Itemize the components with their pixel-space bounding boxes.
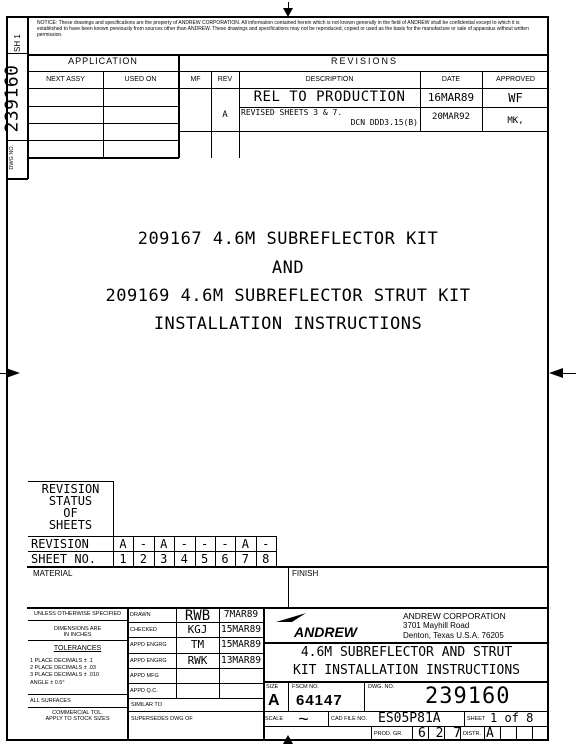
revision-row-2-rev: A — [222, 110, 228, 120]
bottom-center-arrow-icon — [283, 735, 293, 744]
approval-name-3: TM — [190, 638, 205, 652]
dwg-no-value: 239160 — [425, 684, 511, 709]
revision-status-sheet-5: 5 — [200, 552, 209, 566]
size-value: A — [268, 692, 280, 709]
sheet-number-vertical: SH 1 — [13, 34, 22, 52]
revision-status-sheet-6: 6 — [221, 552, 229, 566]
approval-label-3: APPD ENGRG — [130, 642, 167, 649]
approval-date-2: 15MAR89 — [220, 624, 262, 636]
in-inches: IN INCHES — [63, 632, 92, 638]
revision-status-sheet-4: 4 — [180, 552, 188, 566]
approval-label-2: CHECKED — [130, 627, 157, 634]
distr-value: A — [486, 726, 494, 741]
company-address-1: 3701 Mayhill Road — [403, 621, 470, 630]
sheet-no-row-label: SHEET NO. — [31, 552, 97, 566]
main-title-line-1: 209167 4.6M SUBREFLECTOR KIT — [137, 229, 439, 249]
revision-status-rev-6: - — [221, 537, 229, 551]
date-header: DATE — [441, 76, 461, 83]
approval-name-1: RWB — [184, 608, 211, 624]
unless-specified: UNLESS OTHERWISE SPECIFIED — [33, 611, 122, 617]
drawing-title-line-2: KIT INSTALLATION INSTRUCTIONS — [293, 663, 520, 678]
revision-status-label: REVISION STATUS OF SHEETS — [41, 482, 100, 532]
notice-text: NOTICE: These drawings and specifications are the property of ANDREW CORPORATION. All information contained herein which is not known generally in the field of ANDREW shall be confidential except to which it is established to have been known previously from sources other than ANDREW. These drawings and specifications may not be reproduced, copied or used as the basis for the manufacture or sale of apparatus without written permission. — [37, 20, 529, 38]
revision-status-rev-7: A — [241, 537, 249, 551]
revision-row-1-description: REL TO PRODUCTION — [253, 89, 406, 105]
svg-text:ANDREW: ANDREW — [294, 624, 357, 640]
supersedes-label: SUPERSEDES DWG OF — [131, 716, 193, 722]
sheet-label: SHEET — [467, 716, 486, 722]
tolerance-1-place: 1 PLACE DECIMALS ± .1 — [30, 658, 93, 664]
size-label: SIZE — [266, 684, 279, 690]
description-header: DESCRIPTION — [305, 76, 354, 83]
apply-stock-sizes: APPLY TO STOCK SIZES — [45, 716, 110, 722]
main-title-line-2: AND — [271, 258, 305, 278]
revision-row-label: REVISION — [31, 537, 89, 551]
rev-header: REV — [217, 76, 233, 83]
revision-status-rev-8: - — [262, 537, 270, 551]
main-title-line-4: INSTALLATION INSTRUCTIONS — [153, 314, 423, 334]
revision-status-sheet-8: 8 — [262, 552, 270, 566]
revision-row-1-date: 16MAR89 — [427, 91, 475, 104]
approval-date-1: 7MAR89 — [223, 609, 259, 620]
approval-name-2: KGJ — [187, 623, 208, 637]
approved-header: APPROVED — [496, 76, 535, 83]
commercial-tol: COMMERCIAL TOL. — [52, 710, 103, 716]
side-dwg-no: 239160 — [1, 64, 23, 133]
revision-status-sheet-1: 1 — [119, 552, 127, 566]
revision-status-rev-1: A — [119, 537, 127, 551]
similar-to-label: SIMILAR TO — [131, 702, 162, 708]
prod-gr-value: 6 2 7 — [418, 726, 463, 741]
company-name: ANDREW CORPORATION — [403, 611, 506, 621]
revision-status-sheet-7: 7 — [241, 552, 249, 566]
revision-row-2-date: 20MAR92 — [432, 112, 470, 122]
left-center-arrow-icon — [6, 368, 20, 378]
revision-status-rev-3: A — [160, 537, 168, 551]
approval-label-4: APPD ENGRG — [130, 657, 167, 664]
next-assy-header: NEXT ASSY — [46, 76, 85, 83]
revision-status-sheet-3: 3 — [160, 552, 168, 566]
cad-file-value: ES05P81A — [378, 711, 441, 726]
sheet-value: 1 of 8 — [490, 711, 534, 725]
approval-date-4: 13MAR89 — [220, 654, 262, 666]
cad-file-label: CAD FILE NO. — [331, 716, 368, 722]
material-label: MATERIAL — [33, 569, 73, 578]
tolerance-angle: ANGLE ± 0.5° — [30, 680, 65, 686]
application-title: APPLICATION — [68, 56, 138, 66]
scale-label: SCALE — [265, 716, 284, 722]
all-surfaces: ALL SURFACES — [30, 698, 71, 704]
mf-header: MF — [190, 76, 201, 83]
scale-value: ~ — [298, 709, 309, 729]
revision-status-rev-5: - — [200, 537, 209, 551]
revision-row-2-dcn: DCN DDD3.15(B) — [350, 118, 418, 127]
approval-date-3: 15MAR89 — [220, 639, 262, 651]
revisions-title: REVISIONS — [330, 56, 398, 66]
approval-label-5: APPD MFG — [130, 672, 159, 679]
dims-are: DIMENSIONS ARE — [53, 626, 102, 632]
tolerance-2-place: 2 PLACE DECIMALS ± .03 — [30, 665, 96, 671]
prod-gr-label: PROD. GR. — [374, 731, 403, 737]
revision-row-2-description: REVISED SHEETS 3 & 7. — [241, 108, 343, 117]
used-on-header: USED ON — [124, 76, 157, 83]
approval-label-1: DRAWN — [130, 612, 151, 618]
revision-row-2-approved: MK, — [507, 116, 524, 126]
dwg-no-label: DWG. NO. — [368, 684, 395, 690]
side-dwg-no-label: DWG NO. — [8, 144, 15, 170]
company-address-2: Denton, Texas U.S.A. 76205 — [403, 631, 504, 640]
revision-status-rev-2: - — [139, 537, 147, 551]
drawing-title-line-1: 4.6M SUBREFLECTOR AND STRUT — [300, 645, 513, 660]
fscm-value: 64147 — [296, 692, 343, 709]
approval-label-6: APPD Q.C. — [130, 688, 158, 694]
andrew-logo — [268, 610, 396, 640]
finish-label: FINISH — [292, 569, 319, 578]
distr-label: DISTR. — [463, 731, 482, 737]
revision-row-1-approved: WF — [508, 91, 523, 105]
approval-name-4: RWK — [187, 653, 208, 667]
fscm-label: FSCM NO. — [292, 684, 319, 690]
revision-status-rev-4: - — [180, 537, 188, 551]
tolerance-3-place: 3 PLACE DECIMALS ± .010 — [30, 672, 100, 678]
main-title-line-3: 209169 4.6M SUBREFLECTOR STRUT KIT — [105, 286, 471, 306]
tolerances-title: TOLERANCES — [53, 645, 102, 652]
revision-status-sheet-2: 2 — [139, 552, 147, 566]
